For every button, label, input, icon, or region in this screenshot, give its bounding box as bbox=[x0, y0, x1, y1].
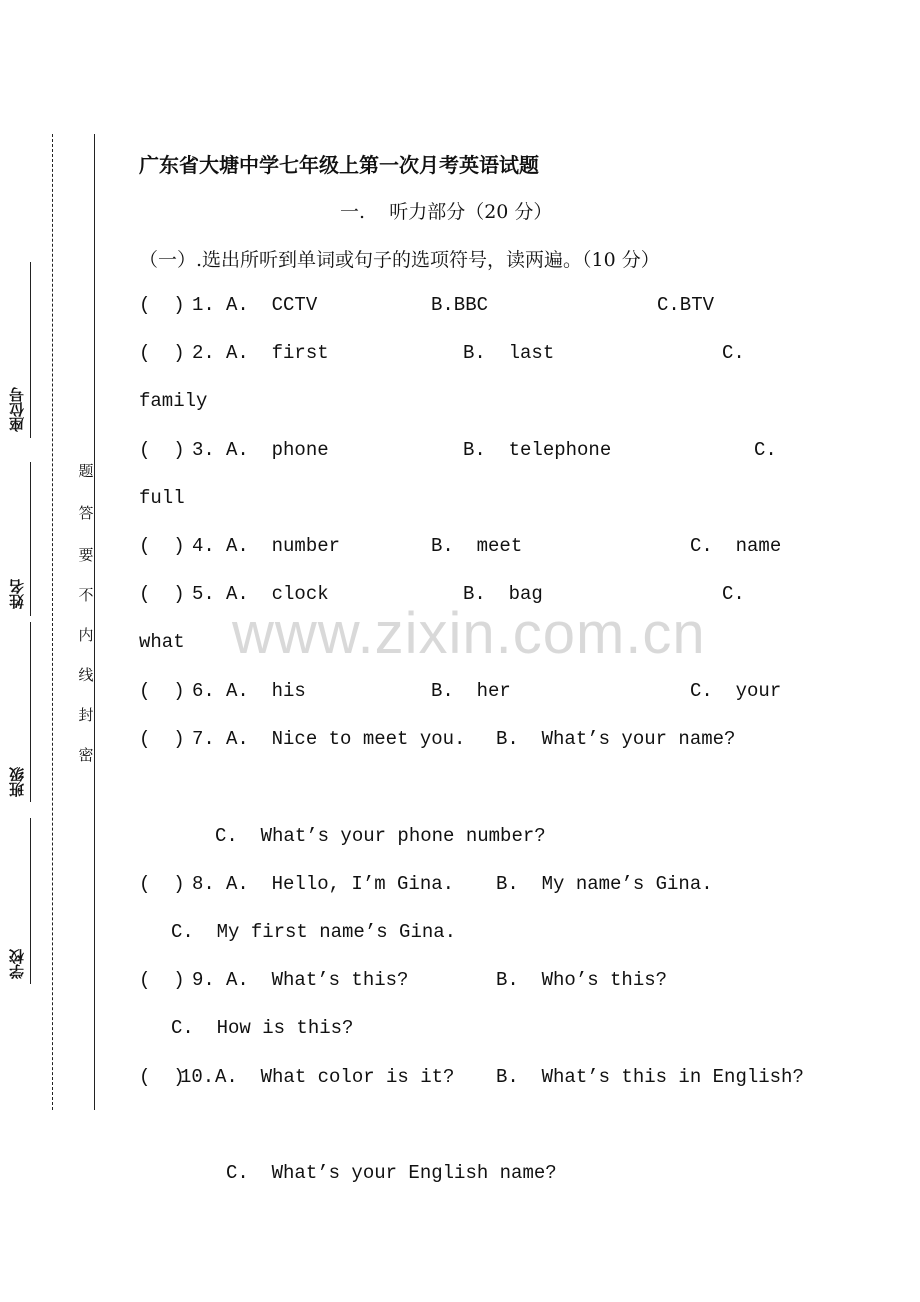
school-underline bbox=[30, 818, 31, 984]
option-a: A. Hello, I’m Gina. bbox=[226, 873, 455, 895]
option-b: B. Who’s this? bbox=[496, 969, 668, 991]
option-b: B. My name’s Gina. bbox=[496, 873, 713, 895]
question-number: 2. bbox=[192, 342, 215, 364]
question-number: 10. bbox=[180, 1066, 215, 1088]
question-number: 8. bbox=[192, 873, 215, 895]
option-c: C. bbox=[722, 342, 745, 364]
name-field bbox=[6, 462, 32, 616]
answer-paren: ( ) bbox=[139, 873, 185, 895]
option-b: B. telephone bbox=[463, 439, 612, 461]
option-a: A. his bbox=[226, 680, 306, 702]
seat-number-underline bbox=[30, 262, 31, 438]
option-b: B. her bbox=[431, 680, 511, 702]
option-c: C. What’s your English name? bbox=[226, 1162, 557, 1184]
option-b: B. last bbox=[463, 342, 555, 364]
option-c-continued: full bbox=[139, 487, 185, 509]
option-c: C. bbox=[754, 439, 777, 461]
seal-char: 不 bbox=[78, 586, 94, 604]
section-heading: 一. 听力部分（20 分） bbox=[340, 201, 553, 223]
answer-paren: ( ) bbox=[139, 728, 185, 750]
cut-line-dashed bbox=[52, 134, 53, 1110]
option-c-continued: family bbox=[139, 390, 208, 412]
option-a: A. Nice to meet you. bbox=[226, 728, 466, 750]
question-number: 7. bbox=[192, 728, 215, 750]
option-a: A. CCTV bbox=[226, 294, 318, 316]
class-field bbox=[6, 622, 32, 802]
option-b: B. bag bbox=[463, 583, 543, 605]
class-label: 班级 bbox=[8, 767, 26, 797]
option-b: B. meet bbox=[431, 535, 523, 557]
option-c: C. name bbox=[690, 535, 782, 557]
option-c: C. My first name’s Gina. bbox=[171, 921, 457, 943]
school-label: 学校 bbox=[8, 949, 26, 979]
answer-paren: ( ) bbox=[139, 535, 185, 557]
answer-paren: ( ) bbox=[139, 294, 185, 316]
seal-char: 线 bbox=[78, 666, 94, 684]
seal-char: 封 bbox=[78, 706, 94, 724]
seal-char: 要 bbox=[78, 546, 94, 564]
option-a: A. number bbox=[226, 535, 341, 557]
class-underline bbox=[30, 622, 31, 802]
question-number: 1. bbox=[192, 294, 215, 316]
page-title: 广东省大塘中学七年级上第一次月考英语试题 bbox=[139, 153, 539, 177]
subsection-instruction: （一）.选出所听到单词或句子的选项符号，读两遍。（10 分） bbox=[139, 249, 660, 271]
question-number: 6. bbox=[192, 680, 215, 702]
option-b: B. What’s this in English? bbox=[496, 1066, 804, 1088]
answer-paren: ( ) bbox=[139, 969, 185, 991]
option-a: A. phone bbox=[226, 439, 329, 461]
name-underline bbox=[30, 462, 31, 616]
option-c: C. How is this? bbox=[171, 1017, 354, 1039]
name-label: 姓名 bbox=[8, 579, 26, 609]
answer-paren: ( ) bbox=[139, 439, 185, 461]
option-c-continued: what bbox=[139, 631, 185, 653]
answer-paren: ( ) bbox=[139, 583, 185, 605]
option-c: C. What’s your phone number? bbox=[215, 825, 546, 847]
option-c: C.BTV bbox=[657, 294, 715, 316]
option-b: B. What’s your name? bbox=[496, 728, 736, 750]
option-b: B.BBC bbox=[431, 294, 489, 316]
option-a: A. first bbox=[226, 342, 329, 364]
seal-char: 密 bbox=[78, 746, 94, 764]
seal-char: 内 bbox=[78, 626, 94, 644]
option-c: C. bbox=[722, 583, 745, 605]
option-a: A. What color is it? bbox=[215, 1066, 455, 1088]
option-c: C. your bbox=[690, 680, 782, 702]
seat-number-field bbox=[6, 262, 32, 438]
question-number: 4. bbox=[192, 535, 215, 557]
binding-solid-line bbox=[94, 134, 95, 1110]
school-field bbox=[6, 818, 32, 984]
question-number: 5. bbox=[192, 583, 215, 605]
option-a: A. What’s this? bbox=[226, 969, 409, 991]
answer-paren: ( ) bbox=[139, 680, 185, 702]
option-a: A. clock bbox=[226, 583, 329, 605]
watermark: www.zixin.com.cn bbox=[232, 601, 706, 666]
seal-char: 答 bbox=[78, 504, 94, 522]
answer-paren: ( ) bbox=[139, 1066, 185, 1088]
seat-number-label: 座位号 bbox=[8, 387, 26, 433]
question-number: 9. bbox=[192, 969, 215, 991]
seal-char: 题 bbox=[78, 462, 94, 480]
question-number: 3. bbox=[192, 439, 215, 461]
answer-paren: ( ) bbox=[139, 342, 185, 364]
